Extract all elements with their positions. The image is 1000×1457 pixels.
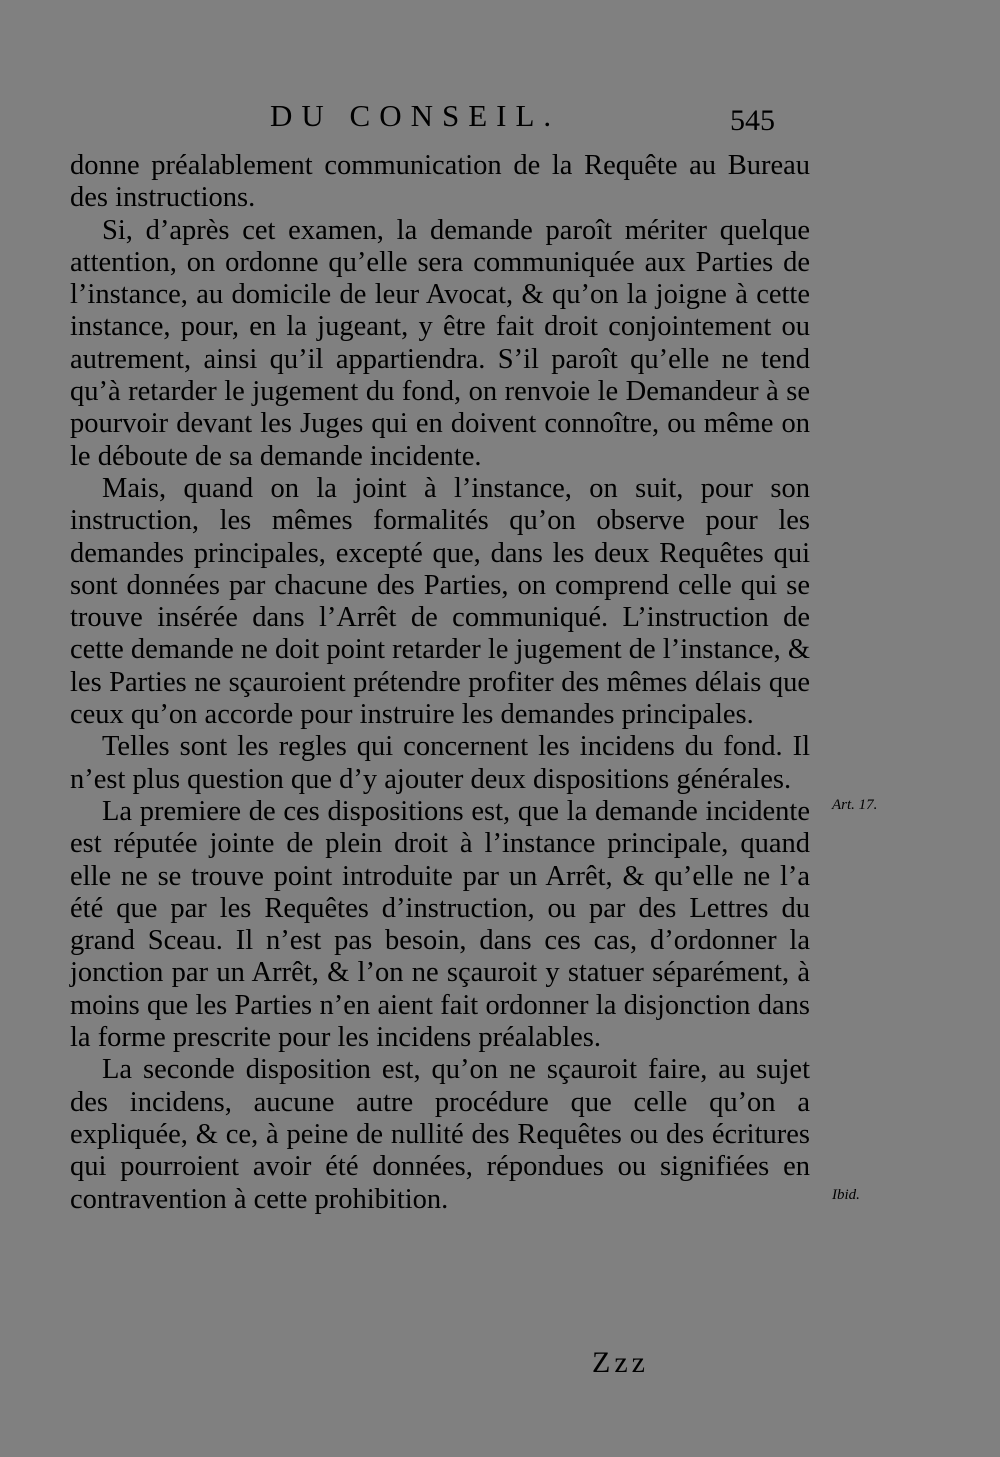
catchword: Zzz xyxy=(592,1346,649,1379)
paragraph-3: Mais, quand on la joint à l’instance, on suit, pour son instruction, les mêmes formalités qu’on observe pour les demandes principales, excepté que, dans les deux Requêtes qui sont données par chacune des Parties, on comprend celle qui se trouve insérée dans l’Arrêt de communiqué. L’instruction de cette demande ne doit point retarder le jugement de l’instance, & les Parties ne sçauroient prétendre profiter des mêmes délais que ceux qu’on accorde pour instruire les demandes principales. xyxy=(70,472,810,731)
paragraph-2: Si, d’après cet examen, la demande paroît mériter quelque attention, on ordonne qu’elle sera communiquée aux Parties de l’instance, au domicile de leur Avocat, & qu’on la joigne à cette instance, pour, en la jugeant, y être fait droit conjointement ou autrement, ainsi qu’il appartiendra. S’il paroît qu’elle ne tend qu’à retarder le jugement du fond, on renvoie le Demandeur à se pourvoir devant les Juges qui en doivent connoître, ou même on le déboute de sa demande incidente. xyxy=(70,214,810,472)
paragraph-4: Telles sont les regles qui concernent les incidens du fond. Il n’est plus question que d’y ajouter deux dispositions générales. xyxy=(70,731,810,795)
paragraph-6: La seconde disposition est, qu’on ne sçauroit faire, au sujet des incidens, aucune autre procédure que celle qu’on a expliquée, & ce, à peine de nullité des Requêtes ou des écritures qui pourroient avoir été données, répondues ou signifiées en contravention à cette prohibition. xyxy=(70,1054,810,1215)
body-text xyxy=(70,150,810,1216)
page-number: 545 xyxy=(730,104,775,137)
margin-note-ibid: Ibid. xyxy=(832,1187,860,1203)
running-head: DU CONSEIL. xyxy=(270,98,561,133)
paragraph-5: La premiere de ces dispositions est, que la demande incidente est réputée jointe de plein droit à l’instance principale, quand elle ne se trouve point introduite par un Arrêt, & qu’elle ne l’a été que par les Requêtes d’instruction, ou par des Lettres du grand Sceau. Il n’est pas besoin, dans ces cas, d’ordonner la jonction par un Arrêt, & l’on ne sçauroit y statuer séparément, à moins que les Parties n’en aient fait ordonner la disjonction dans la forme prescrite pour les incidens préalables. xyxy=(70,795,810,1054)
paragraph-1: donne préalablement communication de la Requête au Bureau des instructions. xyxy=(70,150,810,214)
margin-note-art-17: Art. 17. xyxy=(832,797,878,813)
